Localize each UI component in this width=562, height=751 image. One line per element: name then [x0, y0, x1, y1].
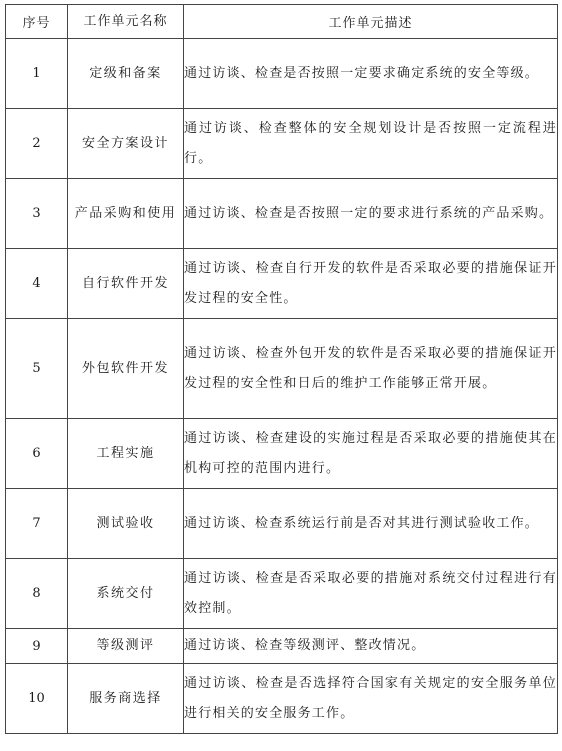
row-unit-name: 工程实施	[68, 419, 184, 489]
row-unit-description: 通过访谈、检查建设的实施过程是否采取必要的措施使其在机构可控的范围内进行。	[184, 419, 558, 489]
row-unit-description: 通过访谈、检查是否选择符合国家有关规定的安全服务单位进行相关的安全服务工作。	[184, 664, 558, 734]
row-index: 4	[6, 249, 68, 319]
row-unit-name: 安全方案设计	[68, 109, 184, 179]
row-unit-description: 通过访谈、检查等级测评、整改情况。	[184, 629, 558, 664]
row-unit-name: 服务商选择	[68, 664, 184, 734]
row-index: 7	[6, 489, 68, 559]
table-row	[6, 319, 558, 419]
table-row	[6, 419, 558, 489]
work-unit-table	[5, 4, 558, 734]
row-index: 6	[6, 419, 68, 489]
row-index: 1	[6, 39, 68, 109]
header-unit-name: 工作单元名称	[68, 5, 184, 39]
row-index: 3	[6, 179, 68, 249]
row-unit-name: 产品采购和使用	[68, 179, 184, 249]
row-unit-name: 自行软件开发	[68, 249, 184, 319]
table-row	[6, 39, 558, 109]
row-unit-description: 通过访谈、检查是否采取必要的措施对系统交付过程进行有效控制。	[184, 559, 558, 629]
row-index: 8	[6, 559, 68, 629]
row-unit-description: 通过访谈、检查是否按照一定要求确定系统的安全等级。	[184, 39, 558, 109]
row-unit-name: 测试验收	[68, 489, 184, 559]
row-unit-description: 通过访谈、检查自行开发的软件是否采取必要的措施保证开发过程的安全性。	[184, 249, 558, 319]
row-unit-description: 通过访谈、检查整体的安全规划设计是否按照一定流程进行。	[184, 109, 558, 179]
table-row	[6, 559, 558, 629]
table-row	[6, 249, 558, 319]
row-index: 2	[6, 109, 68, 179]
row-unit-name: 等级测评	[68, 629, 184, 664]
row-index: 9	[6, 629, 68, 664]
row-unit-name: 外包软件开发	[68, 319, 184, 419]
row-unit-description: 通过访谈、检查是否按照一定的要求进行系统的产品采购。	[184, 179, 558, 249]
table-row	[6, 664, 558, 734]
table-row	[6, 489, 558, 559]
table-row	[6, 629, 558, 664]
table-header-row	[6, 5, 558, 39]
row-index: 10	[6, 664, 68, 734]
table-row	[6, 109, 558, 179]
row-unit-description: 通过访谈、检查外包开发的软件是否采取必要的措施保证开发过程的安全性和日后的维护工作能够正常开展。	[184, 319, 558, 419]
header-index: 序号	[6, 5, 68, 39]
row-index: 5	[6, 319, 68, 419]
row-unit-name: 定级和备案	[68, 39, 184, 109]
row-unit-description: 通过访谈、检查系统运行前是否对其进行测试验收工作。	[184, 489, 558, 559]
row-unit-name: 系统交付	[68, 559, 184, 629]
header-unit-description: 工作单元描述	[184, 5, 558, 39]
table-row	[6, 179, 558, 249]
